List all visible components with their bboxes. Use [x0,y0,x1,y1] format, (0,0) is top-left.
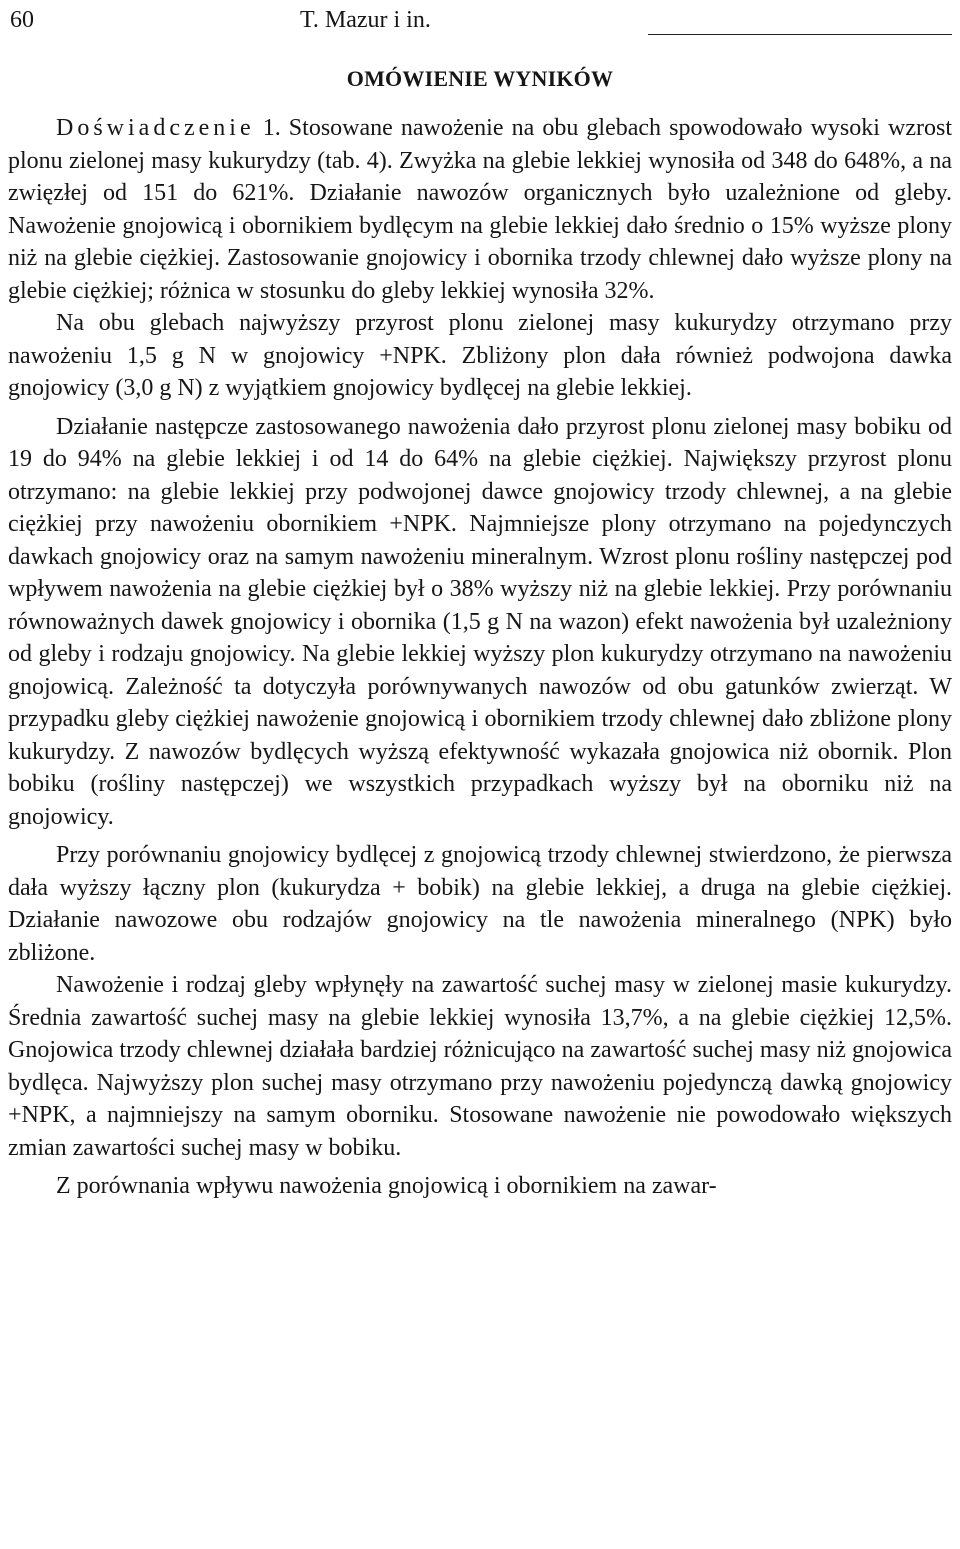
paragraph-4: Przy porównaniu gnojowicy bydlęcej z gnojowicą trzody chlewnej stwierdzono, że pierwsza dała wyższy łączny plon (kukurydza + bobik) na glebie lekkiej, a druga na glebie ciężkiej. Działanie nawozowe obu rodzajów gnojowicy na tle nawożenia mineralnego (NPK) było zbliżone. [8,842,952,966]
paragraph-1-text: 1. Stosowane nawożenie na obu glebach spowodowało wysoki wzrost plonu zielonej masy kukurydzy (tab. 4). Zwyżka na glebie lekkiej wynosiła od 348 do 648%, a na zwięzłej od 151 do 621%. Działanie nawozów organicznych było uzależnione od gleby. Nawożenie gnojowicą i obornikiem bydlęcym na glebie lekkiej dało średnio o 15% wyższe plony niż na glebie ciężkiej. Zastosowanie gnojowicy i obornika trzody chlewnej dało wyższe plony na glebie ciężkiej; różnica w stosunku do gleby lekkiej wynosiła 32%. [8,115,952,304]
experiment-label: Doświadczenie [56,115,255,141]
paragraph-2: Na obu glebach najwyższy przyrost plonu zielonej masy kukurydzy otrzymano przy nawożeniu 1,5 g N w gnojowicy +NPK. Zbliżony plon dała również podwojona dawka gnojowicy (3,0 g N) z wyjątkiem gnojowicy bydlęcej na glebie lekkiej. [8,310,952,401]
paragraph-6: Z porównania wpływu nawożenia gnojowicą i obornikiem na zawar- [56,1173,717,1199]
page-number: 60 [10,7,34,33]
paragraph-1 [8,112,952,307]
paragraph-5: Nawożenie i rodzaj gleby wpłynęły na zawartość suchej masy w zielonej masie kukurydzy. Średnia zawartość suchej masy na glebie lekkiej wynosiła 13,7%, a na glebie ciężkiej 12,5%. Gnojowica trzody chlewnej działała bardziej różnicująco na zawartość suchej masy niż gnojowica bydlęca. Najwyższy plon suchej masy otrzymano przy nawożeniu pojedynczą dawką gnojowicy +NPK, a najmniejszy na samym oborniku. Stosowane nawożenie nie powodowało większych zmian zawartości suchej masy w bobiku. [8,972,952,1161]
paragraph-3: Działanie następcze zastosowanego nawożenia dało przyrost plonu zielonej masy bobiku od 19 do 94% na glebie lekkiej i od 14 do 64% na glebie ciężkiej. Największy przyrost plonu otrzymano: na glebie lekkiej przy podwojonej dawce gnojowicy trzody chlewnej, a na glebie ciężkiej przy nawożeniu obornikiem +NPK. Najmniejsze plony otrzymano na pojedynczych dawkach gnojowicy oraz na samym nawożeniu mineralnym. Wzrost plonu rośliny następczej pod wpływem nawożenia na glebie ciężkiej był o 38% wyższy niż na glebie lekkiej. Przy porównaniu równoważnych dawek gnojowicy i obornika (1,5 g N na wazon) efekt nawożenia był uzależniony od gleby i rodzaju gnojowicy. Na glebie lekkiej wyższy plon kukurydzy otrzymano na nawożeniu gnojowicą. Zależność ta dotyczyła porównywanych nawozów od obu gatunków zwierząt. W przypadku gleby ciężkiej nawożenie gnojowicą i obornikiem trzody chlewnej dało zbliżone plony kukurydzy. Z nawozów bydlęcych wyższą efektywność wykazała gnojowica niż obornik. Plon bobiku (rośliny następczej) we wszystkich przypadkach wyższy był na oborniku niż na gnojowicy. [8,413,952,830]
page [8,0,952,1203]
running-head [8,0,952,40]
section-title: OMÓWIENIE WYNIKÓW [346,66,614,91]
header-rule [648,34,952,35]
running-title: T. Mazur i in. [300,7,431,33]
